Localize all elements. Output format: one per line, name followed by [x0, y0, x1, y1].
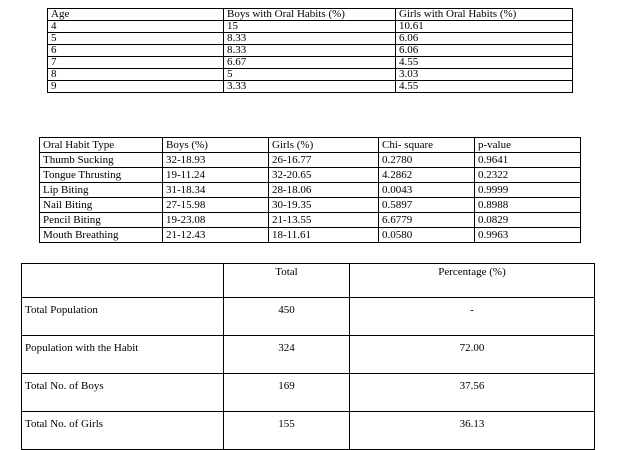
table-header-row: [22, 264, 595, 298]
table-header-row: [48, 9, 573, 21]
table-cell: 26-16.77: [269, 153, 379, 168]
table-cell: 37.56: [350, 374, 595, 412]
table-cell: 6.06: [396, 33, 573, 45]
table-cell: 8.33: [224, 33, 396, 45]
table-cell: 4.55: [396, 57, 573, 69]
totals-table: [21, 263, 595, 450]
table-row: [40, 153, 581, 168]
header-cell: Chi- square: [379, 138, 475, 153]
table-cell: 0.9641: [475, 153, 581, 168]
table-cell: Nail Biting: [40, 198, 163, 213]
age-table: [47, 8, 573, 93]
table-cell: 6.67: [224, 57, 396, 69]
table-cell: 4: [48, 21, 224, 33]
table-row: [40, 183, 581, 198]
table-row: [48, 45, 573, 57]
table-cell: 0.0580: [379, 228, 475, 243]
table-row: [40, 168, 581, 183]
header-cell: p-value: [475, 138, 581, 153]
table-cell: 36.13: [350, 412, 595, 450]
table-row: [22, 298, 595, 336]
table-cell: 6.6779: [379, 213, 475, 228]
table-cell: 0.8988: [475, 198, 581, 213]
table-cell: 32-18.93: [163, 153, 269, 168]
table-row: [40, 198, 581, 213]
table-cell: 21-12.43: [163, 228, 269, 243]
header-cell: Girls (%): [269, 138, 379, 153]
table-cell: 169: [224, 374, 350, 412]
table-cell: Thumb Sucking: [40, 153, 163, 168]
table-cell: Total No. of Girls: [22, 412, 224, 450]
header-cell: Boys (%): [163, 138, 269, 153]
table-cell: 155: [224, 412, 350, 450]
table-cell: 5: [48, 33, 224, 45]
table-cell: Pencil Biting: [40, 213, 163, 228]
table-cell: 5: [224, 69, 396, 81]
table-cell: 6: [48, 45, 224, 57]
table-cell: 15: [224, 21, 396, 33]
header-cell: Boys with Oral Habits (%): [224, 9, 396, 21]
table-cell: 30-19.35: [269, 198, 379, 213]
table-cell: 450: [224, 298, 350, 336]
table-row: [48, 21, 573, 33]
table-cell: 18-11.61: [269, 228, 379, 243]
table-row: [48, 81, 573, 93]
table-cell: 21-13.55: [269, 213, 379, 228]
table-cell: 4.2862: [379, 168, 475, 183]
table-row: [48, 57, 573, 69]
table-cell: Tongue Thrusting: [40, 168, 163, 183]
table-cell: 19-11.24: [163, 168, 269, 183]
header-cell: Oral Habit Type: [40, 138, 163, 153]
table-cell: -: [350, 298, 595, 336]
table-cell: 7: [48, 57, 224, 69]
table-row: [40, 213, 581, 228]
table-cell: 28-18.06: [269, 183, 379, 198]
table-cell: 324: [224, 336, 350, 374]
oral-habit-table: [39, 137, 581, 243]
table-cell: 3.03: [396, 69, 573, 81]
table-cell: Total Population: [22, 298, 224, 336]
table-cell: 32-20.65: [269, 168, 379, 183]
table-cell: 0.9963: [475, 228, 581, 243]
table-row: [22, 412, 595, 450]
table-cell: 19-23.08: [163, 213, 269, 228]
table-cell: 9: [48, 81, 224, 93]
table-cell: 0.2322: [475, 168, 581, 183]
header-cell: [22, 264, 224, 298]
table-cell: Population with the Habit: [22, 336, 224, 374]
table-header-row: [40, 138, 581, 153]
header-cell: Girls with Oral Habits (%): [396, 9, 573, 21]
table-cell: 0.0829: [475, 213, 581, 228]
table-cell: 10.61: [396, 21, 573, 33]
table-cell: 3.33: [224, 81, 396, 93]
table-row: [22, 336, 595, 374]
table-cell: 27-15.98: [163, 198, 269, 213]
table-cell: 0.0043: [379, 183, 475, 198]
table-cell: 8: [48, 69, 224, 81]
table-row: [40, 228, 581, 243]
table-cell: 4.55: [396, 81, 573, 93]
header-cell: Age: [48, 9, 224, 21]
table-cell: 0.5897: [379, 198, 475, 213]
header-cell: Percentage (%): [350, 264, 595, 298]
table-cell: 72.00: [350, 336, 595, 374]
header-cell: Total: [224, 264, 350, 298]
table-cell: 31-18.34: [163, 183, 269, 198]
table-row: [48, 69, 573, 81]
table-cell: Mouth Breathing: [40, 228, 163, 243]
table-cell: Total No. of Boys: [22, 374, 224, 412]
table-row: [48, 33, 573, 45]
table-cell: 0.9999: [475, 183, 581, 198]
table-cell: 0.2780: [379, 153, 475, 168]
table-cell: 8.33: [224, 45, 396, 57]
table-cell: Lip Biting: [40, 183, 163, 198]
table-row: [22, 374, 595, 412]
table-cell: 6.06: [396, 45, 573, 57]
